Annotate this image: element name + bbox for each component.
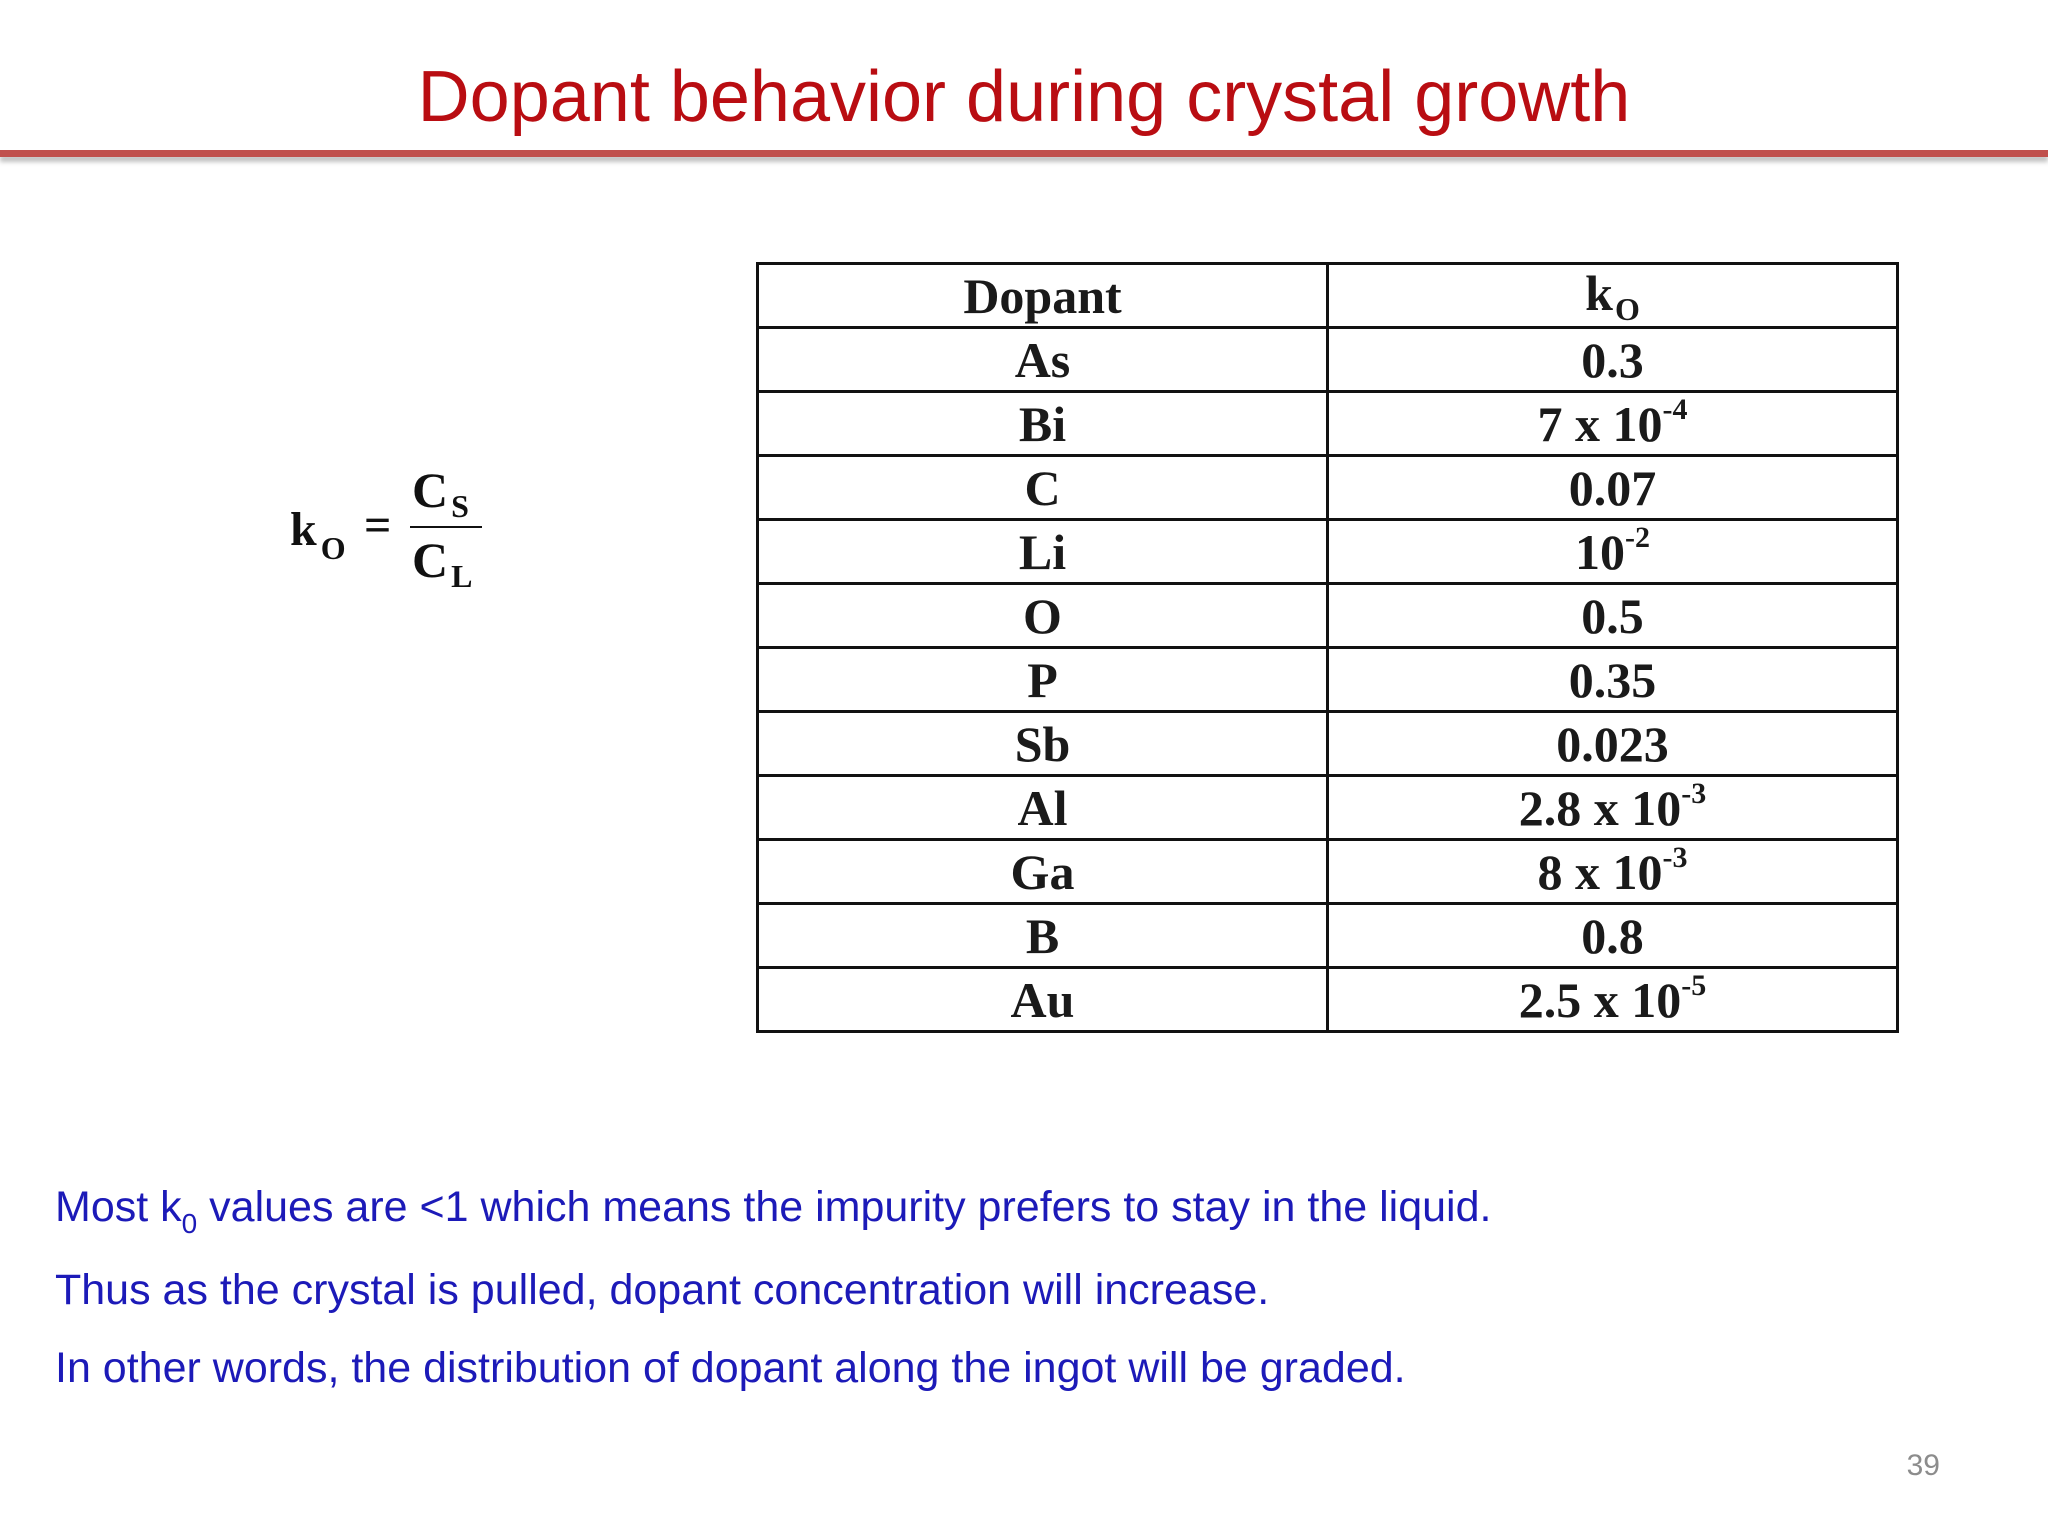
header-ko-subscript: O — [1614, 290, 1640, 327]
note-line-3: In other words, the distribution of dopant along the ingot will be graded. — [55, 1344, 1406, 1392]
ko-value: 0.07 — [1568, 459, 1657, 516]
dopant-cell: O — [758, 584, 1328, 648]
ko-value: 0.5 — [1581, 587, 1644, 644]
ko-exponent: -3 — [1662, 840, 1688, 874]
formula-numerator — [412, 462, 469, 524]
ko-value: 2.8 x 10 — [1518, 779, 1682, 836]
dopant-cell: Bi — [758, 392, 1328, 456]
table-row — [758, 456, 1898, 520]
ko-cell — [1328, 648, 1898, 712]
ko-value: 0.35 — [1568, 651, 1657, 708]
dopant-cell: Al — [758, 776, 1328, 840]
segregation-coefficient-formula — [290, 462, 510, 602]
table-row — [758, 904, 1898, 968]
ko-cell — [1328, 840, 1898, 904]
note-line-1-suffix: values are <1 which means the impurity prefers to stay in the liquid. — [197, 1183, 1492, 1231]
table-row — [758, 712, 1898, 776]
formula-lhs-subscript: O — [320, 530, 346, 566]
ko-value: 10 — [1575, 523, 1625, 580]
ko-value: 8 x 10 — [1537, 843, 1663, 900]
formula-denominator — [412, 532, 472, 594]
header-dopant: Dopant — [758, 264, 1328, 328]
ko-value: 0.3 — [1581, 331, 1644, 388]
formula-lhs — [290, 502, 346, 566]
header-ko — [1328, 264, 1898, 328]
title-underline-rule — [0, 150, 2048, 157]
dopant-ko-table — [756, 262, 1899, 1033]
note-line-1 — [55, 1168, 1491, 1251]
dopant-cell: Li — [758, 520, 1328, 584]
ko-cell — [1328, 520, 1898, 584]
table-row — [758, 584, 1898, 648]
table-row — [758, 328, 1898, 392]
formula-denominator-subscript: L — [451, 558, 473, 594]
ko-value: 2.5 x 10 — [1518, 971, 1682, 1028]
ko-cell — [1328, 392, 1898, 456]
dopant-cell: Au — [758, 968, 1328, 1032]
ko-cell — [1328, 328, 1898, 392]
dopant-cell: B — [758, 904, 1328, 968]
ko-cell — [1328, 776, 1898, 840]
formula-numerator-symbol: C — [412, 462, 449, 518]
formula-equals-sign: = — [364, 499, 392, 552]
table-row — [758, 968, 1898, 1032]
ko-cell — [1328, 712, 1898, 776]
ko-exponent: -4 — [1662, 392, 1688, 426]
explanation-text — [55, 1168, 1491, 1407]
slide-title: Dopant behavior during crystal growth — [417, 57, 1631, 137]
note-line-1-subscript: 0 — [181, 1208, 198, 1239]
table-row — [758, 776, 1898, 840]
ko-value: 0.8 — [1581, 907, 1644, 964]
header-ko-symbol: k — [1585, 264, 1613, 321]
ko-cell — [1328, 904, 1898, 968]
formula-denominator-symbol: C — [412, 532, 449, 588]
dopant-cell: C — [758, 456, 1328, 520]
table-row — [758, 648, 1898, 712]
dopant-cell: Ga — [758, 840, 1328, 904]
formula-numerator-subscript: S — [451, 488, 469, 524]
dopant-cell: P — [758, 648, 1328, 712]
table-row — [758, 840, 1898, 904]
ko-exponent: -5 — [1681, 968, 1707, 1002]
ko-exponent: -2 — [1625, 520, 1650, 554]
ko-value: 0.023 — [1556, 715, 1669, 772]
formula-fraction-bar — [410, 526, 482, 528]
dopant-cell: As — [758, 328, 1328, 392]
table-row — [758, 392, 1898, 456]
ko-cell — [1328, 456, 1898, 520]
ko-cell — [1328, 584, 1898, 648]
formula-lhs-symbol: k — [290, 503, 317, 556]
note-line-1-prefix: Most k — [55, 1183, 182, 1231]
ko-exponent: -3 — [1681, 776, 1707, 810]
note-line-2: Thus as the crystal is pulled, dopant concentration will increase. — [55, 1266, 1270, 1314]
page-number: 39 — [1906, 1449, 1940, 1482]
table-header-row — [758, 264, 1898, 328]
ko-cell — [1328, 968, 1898, 1032]
ko-value: 7 x 10 — [1537, 395, 1663, 452]
dopant-cell: Sb — [758, 712, 1328, 776]
table-row — [758, 520, 1898, 584]
